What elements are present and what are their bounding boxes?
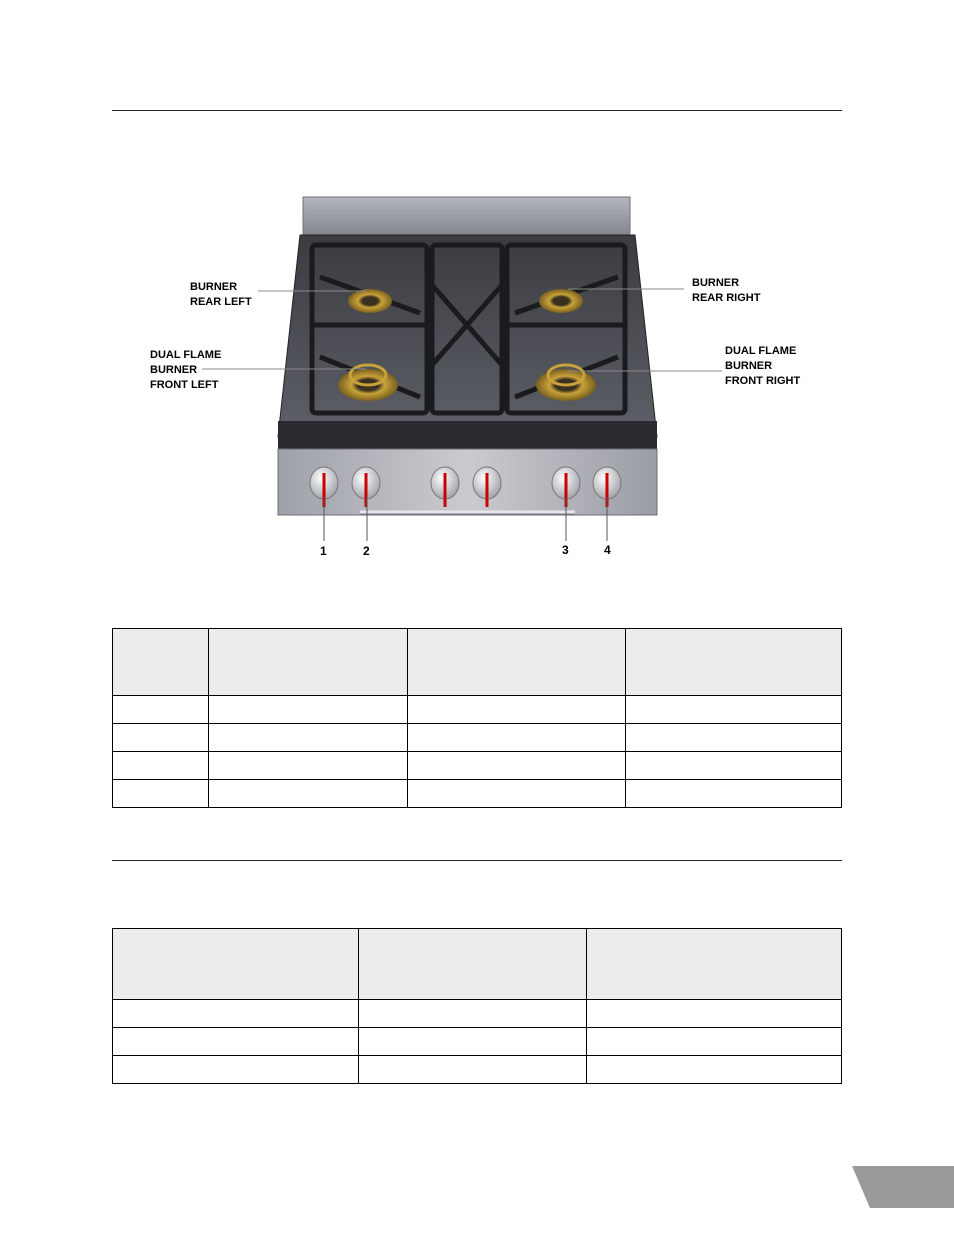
label-front-right-line3: FRONT RIGHT [725, 375, 801, 387]
table-cell [626, 724, 842, 752]
table-cell [408, 780, 626, 808]
table-cell [587, 1028, 842, 1056]
table-cell [626, 780, 842, 808]
table-cell [113, 724, 209, 752]
cooktop-surface [278, 235, 657, 449]
section-rule [112, 860, 842, 861]
burner-rear-left [348, 289, 392, 313]
table-cell [587, 1056, 842, 1084]
table-cell [209, 696, 408, 724]
table-cell [408, 696, 626, 724]
table-header-cell [587, 929, 842, 1000]
table-cell [209, 724, 408, 752]
table-cell [113, 1056, 359, 1084]
table-row [113, 1028, 842, 1056]
table-row [113, 1056, 842, 1084]
table-cell [626, 696, 842, 724]
table-cell [113, 696, 209, 724]
table-header-cell [113, 629, 209, 696]
table-cell [359, 1028, 587, 1056]
table-cell [587, 1000, 842, 1028]
label-rear-right-line1: BURNER [692, 277, 740, 289]
table-header-cell [113, 929, 359, 1000]
backguard [303, 197, 630, 235]
table-cell [209, 780, 408, 808]
table-cell [626, 752, 842, 780]
table-cell [113, 1028, 359, 1056]
label-rear-left-line1: BURNER [190, 281, 238, 293]
label-front-left-line1: DUAL FLAME [150, 349, 222, 361]
knob-number-3: 3 [562, 543, 569, 557]
table-cell [359, 1000, 587, 1028]
table-row [113, 752, 842, 780]
table-header-cell [209, 629, 408, 696]
table-row [113, 780, 842, 808]
cooktop-figure [130, 185, 830, 575]
top-rule [112, 110, 842, 111]
label-rear-right-line2: REAR RIGHT [692, 292, 761, 304]
table-header-row [113, 629, 842, 696]
label-front-right-line2: BURNER [725, 360, 773, 372]
table-row [113, 1000, 842, 1028]
page-number-tab [852, 1166, 954, 1208]
label-front-left-line3: FRONT LEFT [150, 379, 219, 391]
table-row [113, 696, 842, 724]
table-cell [408, 724, 626, 752]
table-cell [113, 1000, 359, 1028]
knob-number-1: 1 [320, 544, 327, 558]
label-rear-left-line2: REAR LEFT [190, 296, 252, 308]
table-header-cell [626, 629, 842, 696]
table-header-row [113, 929, 842, 1000]
knob-number-2: 2 [363, 544, 370, 558]
label-front-right-line1: DUAL FLAME [725, 345, 797, 357]
table-cell [359, 1056, 587, 1084]
table-cell [113, 752, 209, 780]
table-row [113, 724, 842, 752]
table-cell [113, 780, 209, 808]
burner-rear-right [539, 289, 583, 313]
label-front-left-line2: BURNER [150, 364, 198, 376]
table-header-cell [408, 629, 626, 696]
burner-spec-table [112, 628, 842, 808]
knob-number-4: 4 [604, 543, 611, 557]
table-cell [209, 752, 408, 780]
secondary-spec-table [112, 928, 842, 1084]
table-header-cell [359, 929, 587, 1000]
table-cell [408, 752, 626, 780]
